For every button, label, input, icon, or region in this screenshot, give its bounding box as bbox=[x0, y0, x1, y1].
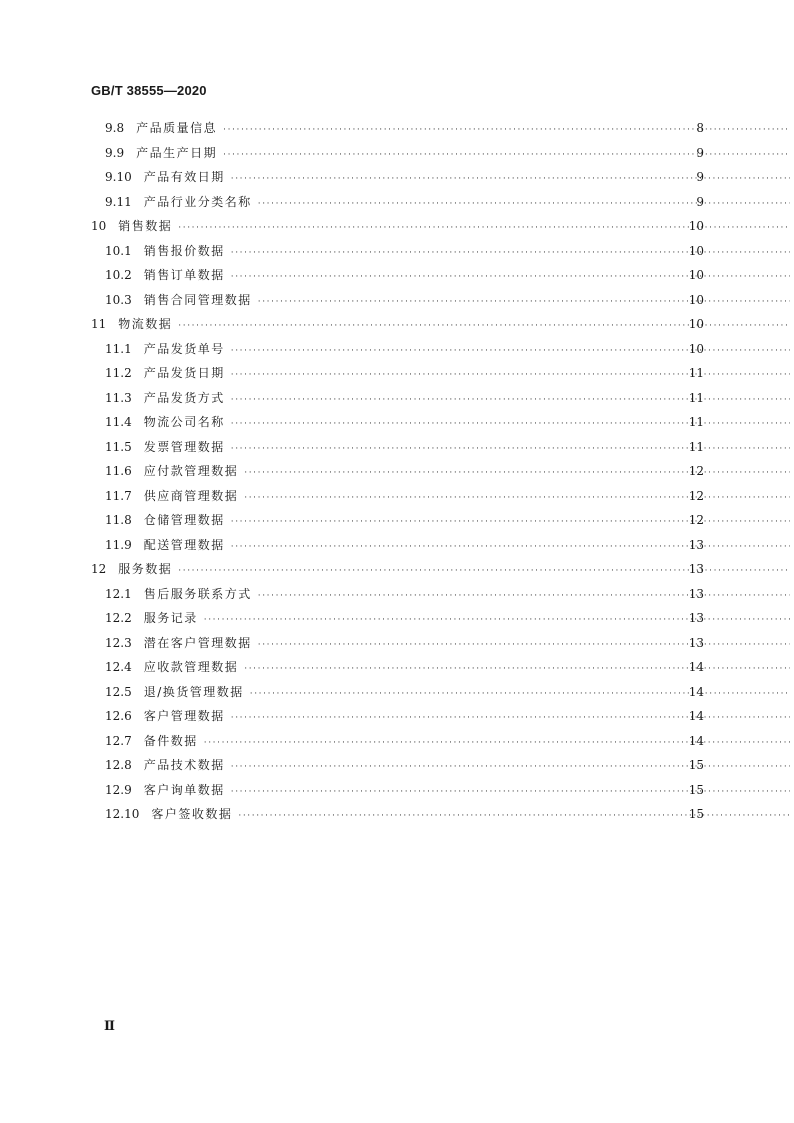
toc-entry[interactable] bbox=[0, 631, 794, 656]
toc-entry-number: 9.9 bbox=[105, 145, 125, 160]
toc-dot-leader bbox=[252, 584, 790, 609]
toc-dot-leader bbox=[225, 388, 790, 413]
toc-dot-leader bbox=[225, 339, 790, 364]
toc-entry-page: 13 bbox=[688, 611, 704, 625]
toc-entry-page: 13 bbox=[688, 562, 704, 576]
toc-dot-leader bbox=[217, 143, 790, 168]
page-number-footer: Ⅱ bbox=[104, 1019, 115, 1034]
toc-entry-title: 供应商管理数据 bbox=[143, 488, 239, 503]
toc-entry-number: 9.11 bbox=[105, 194, 132, 209]
toc-dot-leader bbox=[225, 535, 790, 560]
toc-entry[interactable] bbox=[0, 802, 794, 827]
toc-entry-number: 11.1 bbox=[105, 341, 132, 356]
toc-dot-leader bbox=[225, 167, 790, 192]
toc-entry-number: 11 bbox=[91, 317, 107, 331]
toc-entry-page: 10 bbox=[688, 243, 704, 258]
toc-dot-leader bbox=[217, 118, 790, 143]
toc-entry-number: 11.5 bbox=[105, 439, 132, 454]
toc-dot-leader bbox=[238, 486, 790, 511]
toc-entry[interactable] bbox=[0, 361, 794, 386]
toc-dot-leader bbox=[225, 265, 790, 290]
document-code-header: GB/T 38555—2020 bbox=[91, 83, 207, 98]
toc-entry-title: 产品发货日期 bbox=[143, 366, 225, 380]
toc-entry-page: 11 bbox=[688, 415, 704, 429]
toc-entry-title: 发票管理数据 bbox=[143, 439, 225, 454]
toc-entry-title: 销售订单数据 bbox=[143, 268, 225, 282]
toc-entry[interactable] bbox=[0, 680, 794, 705]
toc-entry-page: 15 bbox=[688, 807, 704, 821]
toc-dot-leader bbox=[225, 437, 790, 462]
toc-entry-title: 客户询单数据 bbox=[143, 782, 225, 797]
toc-dot-leader bbox=[225, 363, 790, 388]
toc-entry-number: 12.6 bbox=[105, 709, 132, 723]
toc-entry-page: 8 bbox=[696, 121, 704, 135]
toc-entry-number: 9.10 bbox=[105, 170, 132, 184]
toc-entry[interactable] bbox=[0, 165, 794, 190]
toc-entry-number: 12.2 bbox=[105, 611, 132, 625]
toc-entry-title: 物流数据 bbox=[118, 317, 173, 331]
toc-entry-page: 10 bbox=[688, 268, 704, 282]
toc-entry-number: 12.4 bbox=[105, 660, 132, 674]
toc-entry-page: 11 bbox=[688, 366, 704, 380]
toc-entry[interactable] bbox=[0, 508, 794, 533]
toc-entry-page: 13 bbox=[688, 635, 704, 650]
toc-entry-title: 售后服务联系方式 bbox=[143, 586, 252, 601]
toc-entry-page: 15 bbox=[688, 782, 704, 797]
toc-entry-number: 11.7 bbox=[105, 488, 132, 503]
toc-entry-title: 物流公司名称 bbox=[143, 415, 225, 429]
toc-dot-leader bbox=[244, 682, 790, 707]
toc-entry-page: 12 bbox=[688, 513, 704, 527]
toc-dot-leader bbox=[225, 510, 790, 535]
toc-dot-leader bbox=[252, 192, 790, 217]
toc-entry-title: 产品质量信息 bbox=[136, 121, 218, 135]
toc-entry-page: 14 bbox=[688, 733, 704, 748]
toc-entry-title: 销售数据 bbox=[118, 219, 173, 233]
toc-dot-leader bbox=[225, 241, 790, 266]
toc-dot-leader bbox=[225, 780, 790, 805]
toc-entry-title: 配送管理数据 bbox=[143, 537, 225, 552]
toc-entry-number: 12 bbox=[91, 562, 107, 576]
toc-entry-page: 10 bbox=[688, 292, 704, 307]
toc-entry-page: 9 bbox=[696, 170, 704, 184]
toc-entry-number: 12.3 bbox=[105, 635, 132, 650]
toc-entry[interactable] bbox=[0, 704, 794, 729]
toc-entry[interactable] bbox=[0, 214, 794, 239]
toc-entry[interactable] bbox=[0, 239, 794, 264]
toc-entry[interactable] bbox=[0, 141, 794, 166]
toc-entry[interactable] bbox=[0, 386, 794, 411]
toc-entry-title: 产品有效日期 bbox=[143, 170, 225, 184]
toc-entry-page: 14 bbox=[688, 660, 704, 674]
toc-entry-number: 11.2 bbox=[105, 366, 132, 380]
toc-entry-page: 10 bbox=[688, 317, 704, 331]
toc-entry-page: 10 bbox=[688, 341, 704, 356]
toc-entry[interactable] bbox=[0, 263, 794, 288]
toc-entry-number: 11.6 bbox=[105, 464, 132, 478]
toc-entry-page: 11 bbox=[688, 439, 704, 454]
toc-dot-leader bbox=[238, 657, 790, 682]
toc-entry[interactable] bbox=[0, 337, 794, 362]
toc-entry-number: 12.7 bbox=[105, 733, 132, 748]
toc-entry-number: 11.9 bbox=[105, 537, 132, 552]
toc-entry[interactable] bbox=[0, 410, 794, 435]
toc-entry[interactable] bbox=[0, 753, 794, 778]
toc-entry-number: 12.8 bbox=[105, 758, 132, 772]
toc-entry-page: 9 bbox=[696, 145, 704, 160]
toc-entry-number: 11.8 bbox=[105, 513, 132, 527]
toc-entry-number: 10.2 bbox=[105, 268, 132, 282]
toc-entry-title: 销售合同管理数据 bbox=[143, 292, 252, 307]
toc-entry-title: 退/换货管理数据 bbox=[143, 684, 244, 699]
toc-entry[interactable] bbox=[0, 557, 794, 582]
toc-entry-number: 10.1 bbox=[105, 243, 132, 258]
toc-entry-title: 产品行业分类名称 bbox=[143, 194, 252, 209]
toc-entry[interactable] bbox=[0, 484, 794, 509]
toc-entry-title: 潜在客户管理数据 bbox=[143, 635, 252, 650]
toc-entry-title: 产品发货单号 bbox=[143, 341, 225, 356]
toc-entry[interactable] bbox=[0, 606, 794, 631]
toc-entry-page: 13 bbox=[688, 537, 704, 552]
toc-dot-leader bbox=[252, 633, 790, 658]
toc-entry[interactable] bbox=[0, 459, 794, 484]
toc-entry-title: 产品生产日期 bbox=[136, 145, 218, 160]
toc-entry-title: 备件数据 bbox=[143, 733, 198, 748]
toc-entry[interactable] bbox=[0, 435, 794, 460]
toc-entry-number: 12.9 bbox=[105, 782, 132, 797]
toc-entry-page: 13 bbox=[688, 586, 704, 601]
toc-entry[interactable] bbox=[0, 288, 794, 313]
toc-entry-number: 11.4 bbox=[105, 415, 132, 429]
toc-entry-title: 仓储管理数据 bbox=[143, 513, 225, 527]
toc-entry-title: 产品技术数据 bbox=[143, 758, 225, 772]
toc-entry-title: 客户签收数据 bbox=[151, 807, 233, 821]
toc-entry-page: 11 bbox=[688, 390, 704, 405]
toc-entry-title: 服务数据 bbox=[118, 562, 173, 576]
toc-entry-page: 12 bbox=[688, 488, 704, 503]
toc-entry-number: 12.5 bbox=[105, 684, 132, 699]
toc-entry-page: 9 bbox=[696, 194, 704, 209]
toc-entry-page: 15 bbox=[688, 758, 704, 772]
toc-entry-title: 产品发货方式 bbox=[143, 390, 225, 405]
toc-entry[interactable] bbox=[0, 655, 794, 680]
toc-entry[interactable] bbox=[0, 533, 794, 558]
toc-entry[interactable] bbox=[0, 116, 794, 141]
toc-entry-title: 客户管理数据 bbox=[143, 709, 225, 723]
toc-entry-title: 应付款管理数据 bbox=[143, 464, 239, 478]
toc-dot-leader bbox=[232, 804, 790, 829]
toc-entry-page: 12 bbox=[688, 464, 704, 478]
toc-entry-page: 14 bbox=[688, 684, 704, 699]
toc-entry-page: 14 bbox=[688, 709, 704, 723]
toc-entry-page: 10 bbox=[688, 219, 704, 233]
toc-entry-number: 12.1 bbox=[105, 586, 132, 601]
toc-entry-title: 销售报价数据 bbox=[143, 243, 225, 258]
toc-entry-title: 服务记录 bbox=[143, 611, 198, 625]
toc-dot-leader bbox=[225, 706, 790, 731]
toc-dot-leader bbox=[225, 412, 790, 437]
toc-entry[interactable] bbox=[0, 778, 794, 803]
toc-entry-number: 10.3 bbox=[105, 292, 132, 307]
toc-dot-leader bbox=[225, 755, 790, 780]
toc-entry-number: 9.8 bbox=[105, 121, 125, 135]
toc-entry[interactable] bbox=[0, 190, 794, 215]
toc-dot-leader bbox=[252, 290, 790, 315]
toc-entry[interactable] bbox=[0, 729, 794, 754]
toc-entry-number: 11.3 bbox=[105, 390, 132, 405]
toc-dot-leader bbox=[238, 461, 790, 486]
toc-entry-number: 10 bbox=[91, 219, 107, 233]
table-of-contents bbox=[0, 116, 794, 827]
toc-entry-title: 应收款管理数据 bbox=[143, 660, 239, 674]
toc-entry-number: 12.10 bbox=[105, 807, 140, 821]
toc-entry[interactable] bbox=[0, 582, 794, 607]
toc-entry[interactable] bbox=[0, 312, 794, 337]
